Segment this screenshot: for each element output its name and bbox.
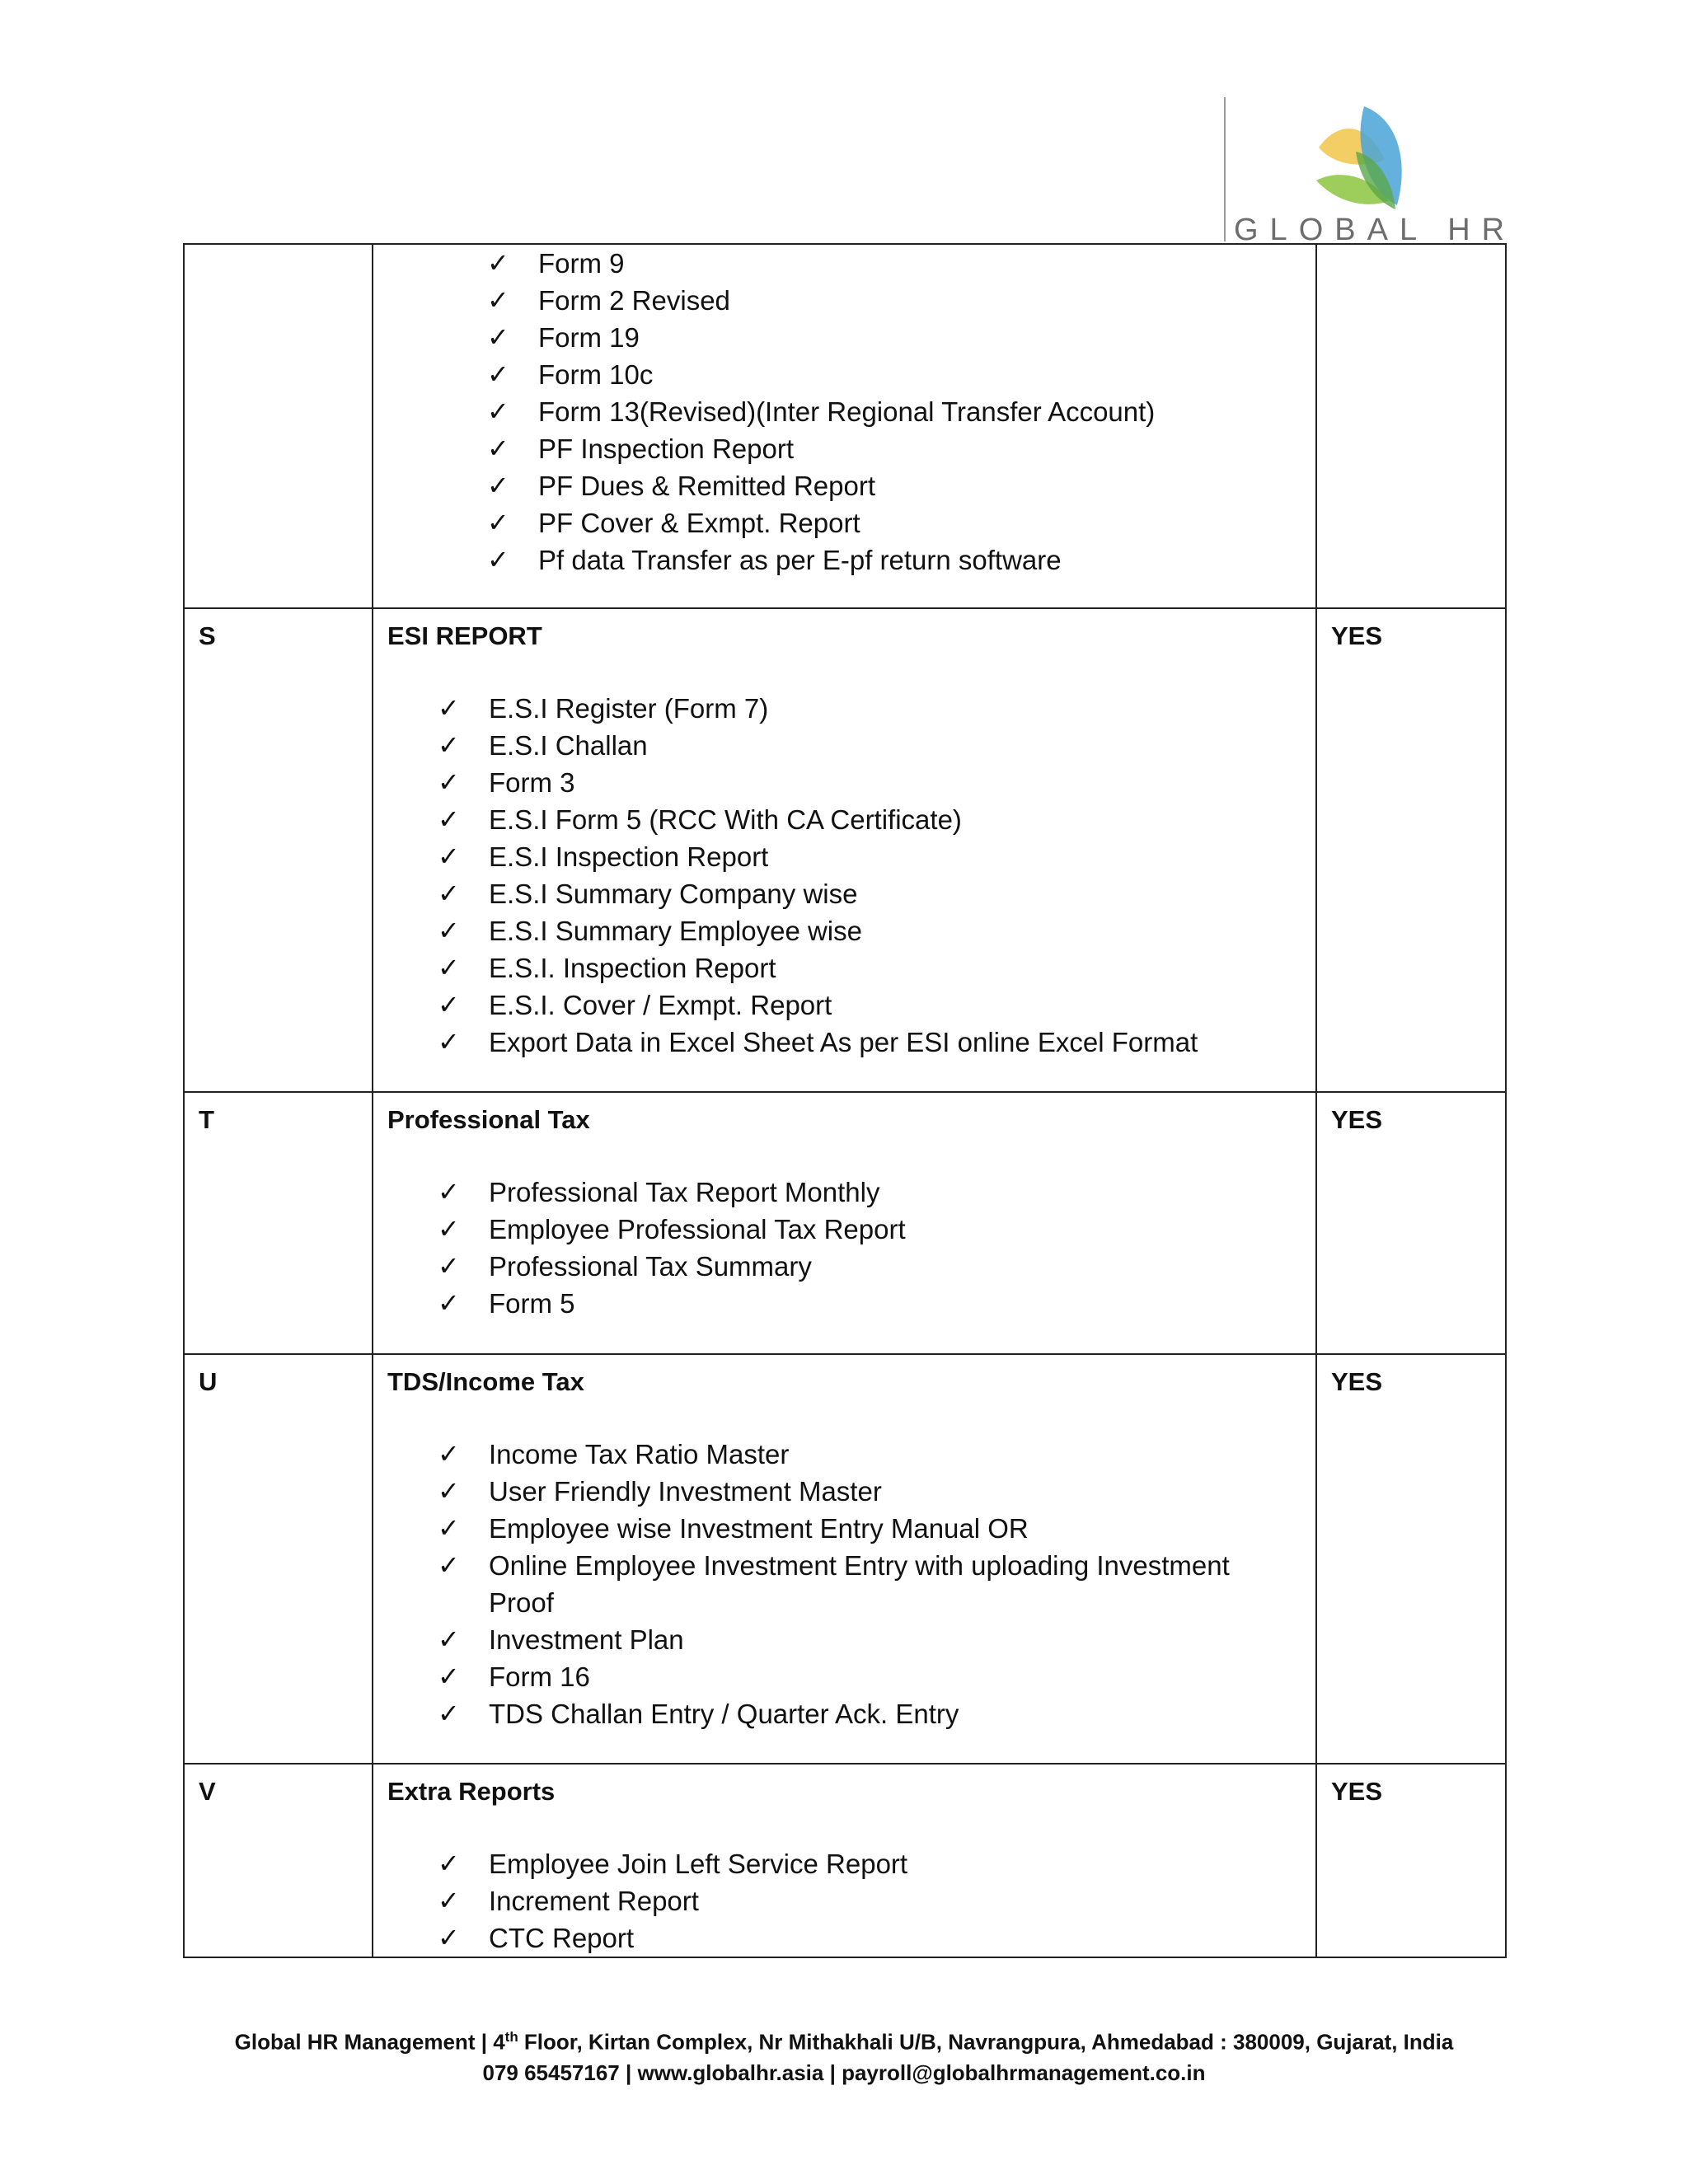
header-logo — [1224, 97, 1517, 247]
check-list-item — [373, 1285, 1315, 1322]
check-list-item — [373, 1174, 1315, 1211]
status-cell — [1316, 1092, 1506, 1354]
checkmark-icon: ✓ — [487, 433, 509, 464]
check-list-label: E.S.I Register (Form 7) — [489, 693, 769, 724]
section-letter: V — [199, 1777, 216, 1806]
check-list-item — [373, 912, 1315, 949]
check-list-item — [373, 875, 1315, 912]
section-items-list — [373, 690, 1315, 1061]
footer-superscript: th — [504, 2029, 518, 2045]
check-list-item — [373, 1248, 1315, 1285]
letter-cell — [184, 244, 373, 608]
check-list-label: E.S.I Summary Employee wise — [489, 916, 862, 946]
checkmark-icon: ✓ — [438, 804, 460, 835]
section-title: Professional Tax — [387, 1105, 590, 1134]
check-list-label: Form 3 — [489, 767, 575, 798]
page-footer — [0, 2022, 1688, 2088]
check-list-item — [373, 1547, 1315, 1621]
checkmark-icon: ✓ — [438, 1661, 460, 1692]
checkmark-icon: ✓ — [438, 1922, 460, 1953]
check-list-item — [373, 282, 1315, 319]
check-list-item — [373, 690, 1315, 727]
status-cell — [1316, 1764, 1506, 1957]
check-list-label: User Friendly Investment Master — [489, 1476, 882, 1507]
section-items-list — [373, 1174, 1315, 1322]
check-list-label: Online Employee Investment Entry with uploading Investment Proof — [489, 1550, 1230, 1618]
check-list-item — [373, 1658, 1315, 1695]
check-list-item — [373, 393, 1315, 430]
footer-address: Floor, Kirtan Complex, Nr Mithakhali U/B, Navrangpura, Ahmedabad : 380009, Gujarat, India — [518, 2029, 1454, 2055]
check-list-item — [373, 1211, 1315, 1248]
check-list-label: Form 5 — [489, 1288, 575, 1319]
check-list-label: Professional Tax Summary — [489, 1251, 812, 1282]
check-list-item — [373, 467, 1315, 504]
check-list-label: Professional Tax Report Monthly — [489, 1177, 880, 1207]
checkmark-icon: ✓ — [438, 1250, 460, 1282]
check-list-label: Form 9 — [538, 248, 625, 279]
checkmark-icon: ✓ — [438, 1287, 460, 1319]
status-cell — [1316, 608, 1506, 1092]
check-list-label: Increment Report — [489, 1886, 699, 1916]
checkmark-icon: ✓ — [438, 766, 460, 798]
status-cell — [1316, 1354, 1506, 1764]
check-list-item — [373, 430, 1315, 467]
check-list-item — [373, 1695, 1315, 1732]
footer-contact: 079 65457167 | www.globalhr.asia | payroll@globalhrmanagement.co.in — [482, 2060, 1206, 2085]
footer-company: Global HR Management | 4 — [234, 2029, 505, 2055]
items-cell — [373, 608, 1316, 1092]
check-list-label: Form 10c — [538, 359, 654, 390]
checkmark-icon: ✓ — [487, 321, 509, 353]
checkmark-icon: ✓ — [438, 1848, 460, 1879]
check-list-label: Pf data Transfer as per E-pf return software — [538, 545, 1062, 575]
table-row-continued — [184, 244, 1506, 608]
check-list-item — [373, 1882, 1315, 1919]
check-list-label: Employee Professional Tax Report — [489, 1214, 906, 1244]
checkmark-icon: ✓ — [438, 1176, 460, 1207]
section-title: ESI REPORT — [387, 621, 542, 650]
check-list-label: E.S.I Inspection Report — [489, 841, 769, 872]
check-list-item — [373, 1919, 1315, 1957]
section-title: Extra Reports — [387, 1777, 556, 1806]
status-cell — [1316, 244, 1506, 608]
items-cell — [373, 1764, 1316, 1957]
check-list-label: Form 2 Revised — [538, 285, 730, 316]
check-list-item — [373, 1510, 1315, 1547]
logo-wordmark: GLOBAL HR — [1234, 213, 1517, 247]
checkmark-icon: ✓ — [487, 247, 509, 279]
table-row — [184, 1764, 1506, 1957]
check-list-item — [373, 727, 1315, 764]
status-value: YES — [1331, 1367, 1383, 1396]
checkmark-icon: ✓ — [438, 1512, 460, 1544]
footer-address-line — [0, 2022, 1688, 2058]
table-row — [184, 1354, 1506, 1764]
checkmark-icon: ✓ — [438, 1885, 460, 1916]
checkmark-icon: ✓ — [438, 1026, 460, 1057]
section-items-list — [373, 1436, 1315, 1732]
check-list-item — [373, 801, 1315, 838]
items-cell — [373, 1092, 1316, 1354]
check-list-label: E.S.I Form 5 (RCC With CA Certificate) — [489, 804, 962, 835]
check-list-label: PF Inspection Report — [538, 434, 794, 464]
checkmark-icon: ✓ — [438, 1698, 460, 1729]
continued-items-list — [373, 245, 1315, 579]
letter-cell — [184, 1764, 373, 1957]
letter-cell — [184, 1092, 373, 1354]
check-list-label: E.S.I. Inspection Report — [489, 953, 776, 983]
check-list-item — [373, 1621, 1315, 1658]
status-value: YES — [1331, 621, 1383, 650]
checkmark-icon: ✓ — [487, 359, 509, 390]
table-row — [184, 1092, 1506, 1354]
status-value: YES — [1331, 1777, 1383, 1806]
checkmark-icon: ✓ — [438, 1438, 460, 1469]
checkmark-icon: ✓ — [487, 544, 509, 575]
check-list-item — [373, 1473, 1315, 1510]
section-letter: T — [199, 1105, 214, 1134]
check-list-item — [373, 1436, 1315, 1473]
check-list-label: E.S.I Challan — [489, 730, 648, 761]
checkmark-icon: ✓ — [438, 989, 460, 1020]
check-list-label: CTC Report — [489, 1923, 635, 1953]
check-list-label: PF Cover & Exmpt. Report — [538, 508, 860, 538]
items-cell — [373, 1354, 1316, 1764]
checkmark-icon: ✓ — [438, 729, 460, 761]
check-list-label: PF Dues & Remitted Report — [538, 471, 875, 501]
check-list-label: Form 19 — [538, 322, 640, 353]
check-list-label: Income Tax Ratio Master — [489, 1439, 790, 1469]
check-list-item — [373, 987, 1315, 1024]
check-list-item — [373, 245, 1315, 282]
features-table — [183, 243, 1507, 1958]
checkmark-icon: ✓ — [438, 841, 460, 872]
section-title: TDS/Income Tax — [387, 1367, 584, 1396]
check-list-item — [373, 838, 1315, 875]
check-list-item — [373, 1024, 1315, 1061]
check-list-item — [373, 1845, 1315, 1882]
letter-cell — [184, 608, 373, 1092]
checkmark-icon: ✓ — [487, 507, 509, 538]
leaf-logo-icon — [1306, 102, 1422, 226]
check-list-label: Form 16 — [489, 1661, 590, 1692]
items-cell — [373, 244, 1316, 608]
check-list-item — [373, 541, 1315, 579]
check-list-label: Employee wise Investment Entry Manual OR — [489, 1513, 1029, 1544]
check-list-item — [373, 504, 1315, 541]
section-items-list — [373, 1845, 1315, 1957]
checkmark-icon: ✓ — [438, 878, 460, 909]
section-letter: U — [199, 1367, 218, 1396]
checkmark-icon: ✓ — [438, 915, 460, 946]
logo-divider — [1224, 97, 1226, 241]
check-list-label: Form 13(Revised)(Inter Regional Transfer Account) — [538, 396, 1156, 427]
check-list-label: E.S.I Summary Company wise — [489, 879, 858, 909]
checkmark-icon: ✓ — [438, 1624, 460, 1655]
checkmark-icon: ✓ — [438, 1213, 460, 1244]
check-list-label: Employee Join Left Service Report — [489, 1849, 908, 1879]
letter-cell — [184, 1354, 373, 1764]
status-value: YES — [1331, 1105, 1383, 1134]
checkmark-icon: ✓ — [487, 470, 509, 501]
check-list-label: E.S.I. Cover / Exmpt. Report — [489, 990, 832, 1020]
table-row — [184, 608, 1506, 1092]
section-letter: S — [199, 621, 216, 650]
check-list-item — [373, 356, 1315, 393]
checkmark-icon: ✓ — [487, 396, 509, 427]
check-list-item — [373, 764, 1315, 801]
check-list-label: Investment Plan — [489, 1624, 684, 1655]
checkmark-icon: ✓ — [438, 692, 460, 724]
checkmark-icon: ✓ — [487, 284, 509, 316]
check-list-label: TDS Challan Entry / Quarter Ack. Entry — [489, 1699, 959, 1729]
check-list-item — [373, 949, 1315, 987]
checkmark-icon: ✓ — [438, 952, 460, 983]
checkmark-icon: ✓ — [438, 1549, 460, 1581]
checkmark-icon: ✓ — [438, 1475, 460, 1507]
check-list-label: Export Data in Excel Sheet As per ESI online Excel Format — [489, 1027, 1198, 1057]
check-list-item — [373, 319, 1315, 356]
